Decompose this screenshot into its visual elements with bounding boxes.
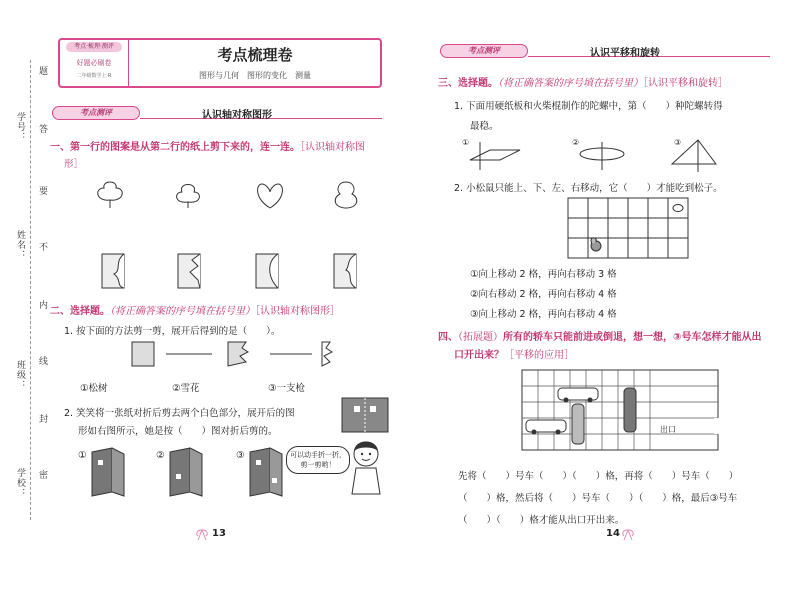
q2-item2-mark-2: ②: [156, 450, 165, 461]
flower-cutout-shape: [177, 185, 200, 209]
question-4-tag: （拓展题）: [458, 332, 503, 343]
q2-item1-option-3: ③一支枪: [268, 383, 306, 394]
q3-item2-option-1: ①向上移动 2 格，再向右移动 3 格: [470, 269, 617, 280]
fold-options-figures: [90, 448, 290, 498]
class-label: 班级：: [15, 360, 25, 390]
top-1-parallelogram: [470, 142, 520, 170]
unfolded-result-figure: [342, 398, 388, 432]
q2-item1-option-2: ②雪花: [172, 383, 200, 394]
question-4-hint: ［平移的应用］: [504, 350, 574, 361]
name-label: 姓名：: [15, 230, 25, 260]
heart-cutout-shape: [258, 184, 283, 208]
header-left-panel: [60, 40, 129, 86]
page-number-right: 14: [606, 528, 620, 539]
exit-gap: [714, 418, 720, 434]
speech-bubble: 可以动手折一折，剪一剪哟！: [286, 446, 350, 474]
brand-name: 好题必刷卷: [76, 59, 112, 67]
top-2-ellipse: [580, 142, 624, 170]
grade-label: 二年级数学上·R: [76, 73, 112, 79]
margin-char: 线: [37, 356, 47, 366]
folded-sheet: [132, 342, 154, 366]
margin-char: 不: [37, 242, 47, 252]
binding-dashed-line: [30, 60, 31, 520]
section-pill: 考点测评: [440, 44, 528, 58]
topics-line: 图形与几何 图形的变化 测量: [199, 71, 311, 80]
question-4-heading: [438, 328, 761, 343]
squirrel-icon: [591, 238, 601, 251]
folded-paper-2: [178, 254, 200, 288]
q2-item1-option-1: ①松树: [80, 383, 108, 394]
cut-shape-result: [322, 342, 332, 366]
question-1-hint-cont: 形］: [64, 159, 84, 170]
q3-item-1-line2: 最稳。: [470, 121, 499, 132]
margin-char: 要: [37, 186, 47, 196]
car-4-vertical: [624, 388, 636, 432]
question-1-text: 一、第一行的图案是从第二行的纸上剪下来的，连一连。: [50, 142, 300, 153]
folded-paper-4: [334, 254, 356, 288]
page-title: 考点梳理卷: [217, 46, 293, 64]
question-4-heading-cont: [454, 346, 574, 361]
school-label: 学校：: [15, 468, 25, 498]
cut-sheet: [228, 342, 248, 366]
question-2-note: （将正确答案的序号填在括号里）: [110, 306, 255, 317]
car-1-horizontal: [558, 388, 598, 403]
question-4-prefix: 四、: [438, 332, 458, 343]
gourd-cutout-shape: [335, 182, 357, 208]
section-bar-left: [52, 106, 382, 120]
header-box: [58, 38, 382, 88]
cutting-steps-diagram: [132, 338, 342, 370]
question-1-hint: ［认识轴对称图: [300, 142, 365, 153]
margin-char: 题: [37, 66, 47, 76]
fold-option-3: [250, 448, 282, 496]
q3-item-2: 2. 小松鼠只能上、下、左、右移动，它（ ）才能吃到松子。: [454, 183, 723, 194]
question-2-text: 二、选择题。: [50, 306, 110, 317]
folded-paper-3: [256, 254, 278, 288]
spinning-tops-figures: [466, 138, 766, 174]
q3-item2-option-3: ③向上移动 2 格，再向右移动 4 格: [470, 309, 617, 320]
q2-item-1: 1. 按下面的方法剪一剪，展开后得到的是（ ）。: [64, 326, 281, 337]
question-3-text: 三、选择题。: [438, 78, 498, 89]
section-pill: 考点测评: [52, 106, 140, 120]
question-3-hint: ［认识平移和旋转］: [643, 78, 728, 89]
student-number-label: 学号：: [15, 112, 25, 142]
question-1-heading: [50, 138, 365, 153]
folded-papers-row: [96, 252, 396, 292]
q4-answer-line1: 先将（ ）号车（ ）（ ）格，再将（ ）号车（ ）: [458, 471, 739, 482]
section-title: 认识轴对称图形: [202, 110, 272, 121]
question-2-hint: ［认识轴对称图形］: [255, 306, 340, 317]
q3-item2-option-2: ②向右移动 2 格，再向右移动 4 格: [470, 289, 617, 300]
car-2-horizontal: [526, 420, 566, 435]
q3-item1-mark-3: ③: [674, 138, 682, 147]
squirrel-grid: [568, 198, 688, 258]
margin-char: 密: [37, 470, 47, 480]
question-4-text-cont: 口开出来？: [454, 350, 504, 361]
pine-nut-icon: [673, 205, 683, 212]
question-2-heading: [50, 302, 340, 317]
cutout-shapes-row: [90, 180, 390, 212]
q2-item-2-line2: 形如右图所示，她是按（ ）图对折后剪的。: [78, 426, 278, 437]
q3-item1-mark-2: ②: [572, 138, 580, 147]
question-4-text: 所有的轿车只能前进或倒退，想一想，③号车怎样才能从出: [503, 332, 762, 343]
fold-option-1: [92, 448, 124, 496]
margin-char: 答: [37, 124, 47, 134]
question-3-note: （将正确答案的序号填在括号里）: [498, 78, 643, 89]
q2-item-2-line1: 2. 笑笑将一张纸对折后剪去两个白色部分，展开后的图: [64, 408, 295, 419]
q4-answer-line3: （ ）（ ）格才能从出口开出来。: [458, 515, 625, 526]
section-bar-right: [440, 44, 770, 58]
header-tag: 考点·梳理·测评: [66, 42, 122, 52]
margin-char: 内: [37, 300, 47, 310]
q2-item2-mark-1: ①: [78, 450, 87, 461]
top-3-triangle: [672, 140, 716, 172]
question-3-heading: [438, 74, 728, 89]
fold-option-2: [170, 448, 202, 496]
section-title: 认识平移和旋转: [590, 48, 660, 59]
parking-lot-grid: [522, 370, 718, 450]
tree-cutout-shape: [98, 182, 123, 208]
girl-illustration: [346, 436, 386, 496]
q4-answer-line2: （ ）格，然后将（ ）号车（ ）（ ）格，最后③号车: [458, 493, 738, 504]
q2-item2-mark-3: ③: [236, 450, 245, 461]
margin-char: 封: [37, 414, 47, 424]
q3-item-1-line1: 1. 下面用硬纸板和火柴棍制作的陀螺中，第（ ）种陀螺转得: [454, 101, 723, 112]
car-3-vertical: [572, 404, 584, 444]
q3-item1-mark-1: ①: [462, 138, 470, 147]
page-number-left: 13: [212, 528, 226, 539]
exit-label: 出口: [660, 425, 676, 434]
folded-paper-1: [102, 254, 124, 288]
